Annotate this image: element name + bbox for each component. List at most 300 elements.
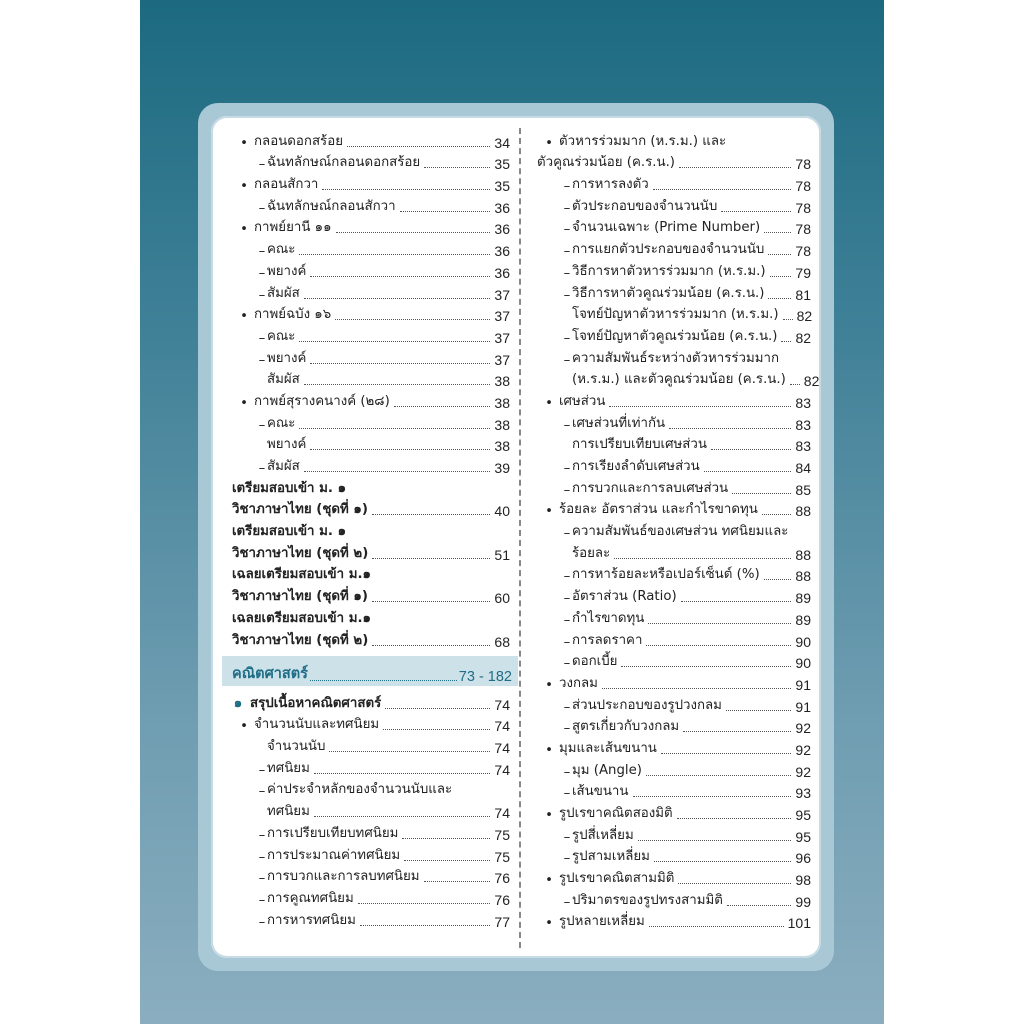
toc-entry-page: 38 <box>494 416 510 433</box>
toc-entry-page: 83 <box>795 394 811 411</box>
bullet-icon: • <box>545 504 553 520</box>
toc-entry[interactable] <box>537 628 811 650</box>
toc-entry-title: (ห.ร.ม.) และตัวคูณร่วมน้อย (ค.ร.น.) <box>572 372 786 388</box>
toc-entry[interactable] <box>537 780 811 802</box>
dash-marker: – <box>563 894 571 910</box>
toc-entry-title: ฉันทลักษณ์กลอนสักวา <box>267 198 396 214</box>
dot-leader <box>329 751 490 752</box>
toc-entry[interactable] <box>232 843 510 865</box>
toc-entry-title: เศษส่วนที่เท่ากัน <box>572 415 666 431</box>
toc-entry-page: 35 <box>494 178 510 195</box>
column-divider <box>519 128 521 948</box>
toc-entry-title: สัมผัส <box>267 372 300 388</box>
dot-leader <box>360 925 491 926</box>
toc-entry[interactable] <box>232 734 510 756</box>
toc-entry-title: รูปสามเหลี่ยม <box>572 849 650 865</box>
toc-entry-title: โจทย์ปัญหาตัวคูณร่วมน้อย (ค.ร.น.) <box>572 328 778 344</box>
toc-entry[interactable] <box>232 237 510 259</box>
toc-entry[interactable] <box>232 606 510 628</box>
dash-marker: – <box>258 849 266 865</box>
toc-entry[interactable] <box>537 758 811 780</box>
dash-marker: – <box>258 914 266 930</box>
toc-entry[interactable] <box>232 216 510 238</box>
toc-entry-title: วิชาภาษาไทย (ชุดที่ ๒) <box>232 545 369 561</box>
toc-entry[interactable] <box>537 823 811 845</box>
toc-entry[interactable] <box>537 368 820 390</box>
toc-entry[interactable] <box>537 281 811 303</box>
dot-leader <box>358 903 491 904</box>
toc-entry-page: 82 <box>795 329 812 346</box>
dot-leader <box>704 471 792 472</box>
toc-entry-title: พยางค์ <box>267 263 307 279</box>
toc-entry[interactable] <box>537 411 811 433</box>
dot-leader <box>402 838 490 839</box>
toc-entry[interactable] <box>232 563 510 585</box>
toc-entry-page: 37 <box>494 351 510 368</box>
dot-leader <box>661 753 792 754</box>
toc-entry-page: 88 <box>795 568 811 585</box>
dash-marker: – <box>258 871 266 887</box>
bullet-icon: • <box>545 916 553 932</box>
toc-entry-title: วิธีการหาตัวคูณร่วมน้อย (ค.ร.น.) <box>572 285 765 301</box>
toc-entry[interactable] <box>232 756 510 778</box>
toc-entry-page: 74 <box>494 718 510 735</box>
dot-leader <box>347 146 490 147</box>
toc-entry-page: 92 <box>795 741 811 758</box>
toc-entry-page: 92 <box>795 763 811 780</box>
dot-leader <box>372 514 490 515</box>
dot-leader <box>678 883 791 884</box>
toc-entry-page: 89 <box>795 611 811 628</box>
dot-leader <box>633 796 792 797</box>
dot-leader <box>299 428 490 429</box>
toc-entry[interactable] <box>537 259 811 281</box>
toc-entry-title: วิชาภาษาไทย (ชุดที่ ๑) <box>232 589 368 605</box>
toc-entry-title: วิชาภาษาไทย (ชุดที่ ๑) <box>232 502 368 518</box>
toc-entry-page: 85 <box>795 481 811 498</box>
toc-entry-title: วิธีการหาตัวหารร่วมมาก (ห.ร.ม.) <box>572 263 766 279</box>
toc-entry-title: เส้นขนาน <box>572 784 629 800</box>
toc-entry-page: 36 <box>494 221 510 238</box>
toc-entry-page: 74 <box>494 696 510 713</box>
dash-marker: – <box>563 656 571 672</box>
dash-marker: – <box>563 200 571 216</box>
dot-leader <box>681 601 792 602</box>
toc-entry[interactable] <box>232 778 510 800</box>
toc-entry[interactable] <box>232 129 510 151</box>
toc-entry[interactable] <box>232 324 510 346</box>
toc-entry[interactable] <box>537 715 811 737</box>
toc-entry-title: กาพย์ยานี ๑๑ <box>254 220 332 236</box>
toc-entry-page: 96 <box>795 850 811 867</box>
toc-entry-page: 37 <box>494 308 510 325</box>
toc-entry[interactable] <box>537 866 811 888</box>
toc-entry[interactable] <box>232 303 510 325</box>
dot-leader <box>372 645 490 646</box>
toc-entry-page: 83 <box>795 416 811 433</box>
toc-entry[interactable] <box>537 563 811 585</box>
toc-left-column-bottom <box>232 691 510 930</box>
dot-leader <box>721 211 791 212</box>
toc-entry-title: การลดราคา <box>572 632 643 648</box>
toc-entry[interactable] <box>537 216 811 238</box>
toc-entry-page: 36 <box>494 199 510 216</box>
toc-entry-title: จำนวนนับและทศนิยม <box>254 717 380 733</box>
toc-entry[interactable] <box>232 691 510 713</box>
toc-entry[interactable] <box>537 389 811 411</box>
section-number: ๑ <box>233 695 243 711</box>
dot-leader <box>621 666 791 667</box>
toc-entry-title: ค่าประจำหลักของจำนวนนับและ <box>267 782 453 798</box>
toc-entry-title: การเปรียบเทียบทศนิยม <box>267 825 399 841</box>
dash-marker: – <box>563 591 571 607</box>
dash-marker: – <box>258 461 266 476</box>
toc-entry-page: 75 <box>494 826 510 843</box>
toc-entry-title: การแยกตัวประกอบของจำนวนนับ <box>572 242 765 258</box>
toc-entry-page: 95 <box>795 807 811 823</box>
toc-entry[interactable] <box>232 346 510 368</box>
dot-leader <box>654 861 791 862</box>
toc-entry[interactable] <box>232 411 510 433</box>
toc-entry-page: 36 <box>494 243 510 260</box>
bullet-icon: • <box>545 808 553 823</box>
toc-entry-title: อัตราส่วน (Ratio) <box>572 589 677 605</box>
dash-marker: – <box>563 569 571 585</box>
toc-entry[interactable] <box>232 821 510 843</box>
section-banner-math[interactable] <box>222 656 518 686</box>
toc-entry[interactable] <box>232 519 510 541</box>
dot-leader <box>790 384 800 385</box>
toc-entry-page: 74 <box>494 805 510 822</box>
dash-marker: – <box>563 829 571 845</box>
toc-entry-title: วิชาภาษาไทย (ชุดที่ ๒) <box>232 632 369 648</box>
dot-leader <box>314 773 491 774</box>
toc-entry-title: มุม (Angle) <box>572 762 642 778</box>
toc-entry-page: 78 <box>795 178 811 195</box>
toc-entry-title: กลอนดอกสร้อย <box>254 133 343 149</box>
toc-entry-page: 68 <box>494 633 510 650</box>
dot-leader <box>299 341 490 342</box>
toc-entry[interactable] <box>537 194 811 216</box>
dot-leader <box>764 232 791 233</box>
toc-entry[interactable] <box>232 584 510 606</box>
toc-entry-title: พยางค์ <box>267 437 307 453</box>
toc-entry[interactable] <box>537 801 811 823</box>
toc-entry-page: 83 <box>795 438 811 455</box>
toc-entry-title: ร้อยละ <box>572 545 611 561</box>
toc-entry-page: 76 <box>494 870 510 887</box>
toc-entry[interactable] <box>537 346 811 368</box>
bullet-icon: • <box>545 742 553 758</box>
toc-entry-page: 95 <box>795 828 811 845</box>
dot-leader <box>638 840 792 841</box>
dot-leader <box>648 623 791 624</box>
dash-marker: – <box>258 762 266 778</box>
toc-entry[interactable] <box>537 237 811 259</box>
toc-entry[interactable] <box>232 172 510 194</box>
toc-entry-page: 98 <box>795 872 811 889</box>
dot-leader <box>727 905 792 906</box>
dot-leader <box>310 276 490 277</box>
dot-leader <box>649 926 784 927</box>
toc-entry[interactable] <box>537 910 811 932</box>
toc-entry-title: เฉลยเตรียมสอบเข้า ม.๑ <box>232 567 371 583</box>
toc-entry-title: มุมและเส้นขนาน <box>559 740 657 756</box>
toc-entry-page: 35 <box>494 156 510 173</box>
toc-entry-title: กาพย์ฉบัง ๑๖ <box>254 307 332 323</box>
toc-entry[interactable] <box>232 865 510 887</box>
toc-entry-title: การประมาณค่าทศนิยม <box>267 847 401 863</box>
dash-marker: – <box>258 157 266 173</box>
dot-leader <box>299 254 490 255</box>
dash-marker: – <box>563 721 571 737</box>
toc-entry[interactable] <box>232 368 510 390</box>
bullet-icon: • <box>240 179 248 195</box>
toc-entry-title: สัมผัส <box>267 285 300 301</box>
toc-right-column <box>537 129 820 932</box>
toc-entry-page: 38 <box>494 373 510 390</box>
dash-marker: – <box>258 784 266 800</box>
dot-leader <box>372 558 490 559</box>
toc-entry-page: 76 <box>494 891 510 908</box>
dot-leader <box>322 189 490 190</box>
toc-entry-page: 99 <box>795 893 811 910</box>
toc-entry-page: 81 <box>795 286 811 303</box>
dot-leader <box>424 881 491 882</box>
dash-marker: – <box>563 330 571 346</box>
toc-entry-title: รูปหลายเหลี่ยม <box>559 914 645 930</box>
dot-leader <box>304 298 491 299</box>
toc-entry[interactable] <box>232 541 510 563</box>
dot-leader <box>768 298 791 299</box>
toc-entry[interactable] <box>232 799 510 821</box>
toc-entry-title: จำนวนนับ <box>267 739 326 755</box>
dot-leader <box>372 601 490 602</box>
dash-marker: – <box>563 699 571 715</box>
toc-entry-title: กำไรขาดทุน <box>572 610 645 626</box>
toc-entry[interactable] <box>232 281 510 303</box>
dot-leader <box>653 189 792 190</box>
dot-leader <box>394 406 491 407</box>
toc-entry-page: 74 <box>494 761 510 778</box>
toc-entry-page: 79 <box>795 264 811 281</box>
dot-leader <box>726 710 791 711</box>
toc-entry-title: จำนวนเฉพาะ (Prime Number) <box>572 220 761 236</box>
dot-leader <box>335 319 490 320</box>
dash-marker: – <box>563 461 571 476</box>
banner-pages: 73 - 182 <box>458 669 512 685</box>
dot-leader <box>614 558 791 559</box>
toc-entry-page: 88 <box>795 546 811 563</box>
dash-marker: – <box>563 851 571 867</box>
dot-leader <box>609 406 791 407</box>
toc-entry[interactable] <box>232 259 510 281</box>
toc-entry-page: 91 <box>795 676 811 693</box>
toc-entry[interactable] <box>232 476 510 498</box>
dash-marker: – <box>258 827 266 843</box>
toc-entry[interactable] <box>537 606 811 628</box>
dot-leader <box>679 167 791 168</box>
toc-entry-page: 88 <box>795 503 811 520</box>
toc-entry[interactable] <box>232 713 510 735</box>
toc-entry-page: 93 <box>795 785 811 802</box>
toc-entry[interactable] <box>537 584 811 606</box>
dash-marker: – <box>258 352 266 368</box>
dot-leader <box>646 645 791 646</box>
toc-entry-title: โจทย์ปัญหาตัวหารร่วมมาก (ห.ร.ม.) <box>572 307 779 323</box>
toc-entry[interactable] <box>537 324 811 346</box>
dot-leader <box>602 688 791 689</box>
toc-entry[interactable] <box>537 454 811 476</box>
dash-marker: – <box>563 612 571 628</box>
dash-marker: – <box>563 526 571 542</box>
toc-entry-page: 38 <box>494 394 510 411</box>
toc-entry[interactable] <box>232 886 510 908</box>
dot-leader <box>732 493 791 494</box>
bullet-icon: • <box>240 222 248 238</box>
dot-leader <box>711 449 791 450</box>
toc-entry-title: ปริมาตรของรูปทรงสามมิติ <box>572 892 723 908</box>
toc-entry-page: 90 <box>795 655 811 672</box>
bullet-icon: • <box>545 677 553 693</box>
toc-entry-title: ส่วนประกอบของรูปวงกลม <box>572 697 722 713</box>
dot-leader <box>781 341 791 342</box>
dot-leader <box>336 232 491 233</box>
toc-entry-title: สรุปเนื้อหาคณิตศาสตร์ <box>250 695 382 711</box>
toc-entry-page: 78 <box>795 243 811 260</box>
toc-entry-page: 39 <box>494 460 510 476</box>
dash-marker: – <box>563 179 571 195</box>
dot-leader <box>770 276 792 277</box>
toc-entry[interactable] <box>232 151 510 173</box>
toc-entry-title: ความสัมพันธ์ของเศษส่วน ทศนิยมและ <box>572 524 789 540</box>
dot-leader <box>768 254 791 255</box>
toc-entry-title: สูตรเกี่ยวกับวงกลม <box>572 719 680 735</box>
toc-entry[interactable] <box>537 498 811 520</box>
dot-leader <box>762 514 792 515</box>
toc-entry-page: 77 <box>494 913 510 930</box>
bullet-icon: • <box>240 719 248 735</box>
dash-marker: – <box>563 244 571 260</box>
dash-marker: – <box>258 892 266 908</box>
dash-marker: – <box>258 417 266 433</box>
toc-entry-page: 89 <box>795 590 811 607</box>
toc-entry-title: การเปรียบเทียบเศษส่วน <box>572 437 707 453</box>
toc-entry[interactable] <box>537 693 811 715</box>
toc-entry[interactable] <box>232 389 510 411</box>
toc-left-column-top <box>232 129 510 650</box>
toc-entry-page: 78 <box>795 199 811 216</box>
toc-entry[interactable] <box>537 541 811 563</box>
toc-entry-title: รูปเรขาคณิตสามมิติ <box>559 871 675 887</box>
bullet-icon: • <box>545 873 553 889</box>
toc-entry[interactable] <box>537 129 811 151</box>
dot-leader <box>764 579 792 580</box>
toc-entry-page: 92 <box>795 720 811 737</box>
toc-entry-page: 90 <box>795 633 811 650</box>
toc-entry[interactable] <box>537 888 811 910</box>
toc-entry-title: คณะ <box>267 242 296 258</box>
toc-entry-title: ความสัมพันธ์ระหว่างตัวหารร่วมมาก <box>572 350 780 366</box>
dot-leader <box>669 428 791 429</box>
toc-entry-page: 78 <box>795 156 811 173</box>
toc-entry-page: 40 <box>494 503 510 520</box>
bullet-icon: • <box>545 135 553 151</box>
toc-entry-title: เศษส่วน <box>559 393 606 409</box>
dot-leader <box>383 729 490 730</box>
toc-entry[interactable] <box>537 650 811 672</box>
dash-marker: – <box>563 417 571 433</box>
dot-leader <box>304 384 491 385</box>
dash-marker: – <box>563 764 571 780</box>
toc-entry[interactable] <box>537 433 811 455</box>
toc-entry-page: 74 <box>494 740 510 757</box>
bullet-icon: • <box>240 309 248 325</box>
dash-marker: – <box>563 352 571 368</box>
toc-entry-title: ร้อยละ อัตราส่วน และกำไรขาดทุน <box>559 502 758 518</box>
toc-entry-page: 91 <box>795 698 811 715</box>
dot-leader <box>310 449 490 450</box>
toc-entry[interactable] <box>537 303 811 325</box>
banner-leader <box>310 680 457 681</box>
dot-leader <box>404 860 490 861</box>
dash-marker: – <box>563 482 571 498</box>
toc-entry[interactable] <box>537 845 811 867</box>
dash-marker: – <box>563 265 571 281</box>
dot-leader <box>314 816 491 817</box>
toc-entry[interactable] <box>537 172 811 194</box>
toc-entry[interactable] <box>537 736 811 758</box>
toc-entry-title: ตัวคูณร่วมน้อย (ค.ร.น.) <box>537 155 675 171</box>
bullet-icon: • <box>240 135 248 151</box>
toc-entry[interactable] <box>232 908 510 930</box>
toc-entry[interactable] <box>537 151 811 173</box>
toc-entry-page: 37 <box>494 329 510 346</box>
toc-entry[interactable] <box>537 519 811 541</box>
toc-entry[interactable] <box>232 628 510 650</box>
toc-entry-page: 82 <box>796 308 813 325</box>
toc-entry-title: ตัวประกอบของจำนวนนับ <box>572 198 718 214</box>
toc-entry-page: 84 <box>795 460 811 476</box>
toc-entry-page: 36 <box>494 264 510 281</box>
toc-entry-title: เตรียมสอบเข้า ม. ๑ <box>232 524 347 540</box>
dot-leader <box>304 471 491 472</box>
toc-entry-page: 37 <box>494 286 510 303</box>
dot-leader <box>683 731 791 732</box>
dot-leader <box>783 319 793 320</box>
toc-entry[interactable] <box>232 498 510 520</box>
toc-entry[interactable] <box>537 671 811 693</box>
toc-entry[interactable] <box>537 476 811 498</box>
toc-entry-page: 78 <box>795 221 811 238</box>
dash-marker: – <box>563 634 571 650</box>
toc-entry-title: การหารลงตัว <box>572 177 649 193</box>
toc-entry-title: เตรียมสอบเข้า ม. ๑ <box>232 480 347 496</box>
dash-marker: – <box>258 287 266 303</box>
toc-entry[interactable] <box>232 194 510 216</box>
toc-entry-page: 101 <box>787 915 811 932</box>
toc-entry-page: 60 <box>494 590 510 607</box>
toc-entry[interactable] <box>232 433 510 455</box>
toc-entry-page: 75 <box>494 848 510 865</box>
dash-marker: – <box>258 265 266 281</box>
bullet-icon: • <box>240 395 248 411</box>
toc-entry-title: รูปเรขาคณิตสองมิติ <box>559 806 673 821</box>
toc-entry-title: สัมผัส <box>267 459 300 474</box>
dash-marker: – <box>563 222 571 238</box>
toc-entry[interactable] <box>232 454 510 476</box>
toc-entry-page: 82 <box>803 373 820 390</box>
